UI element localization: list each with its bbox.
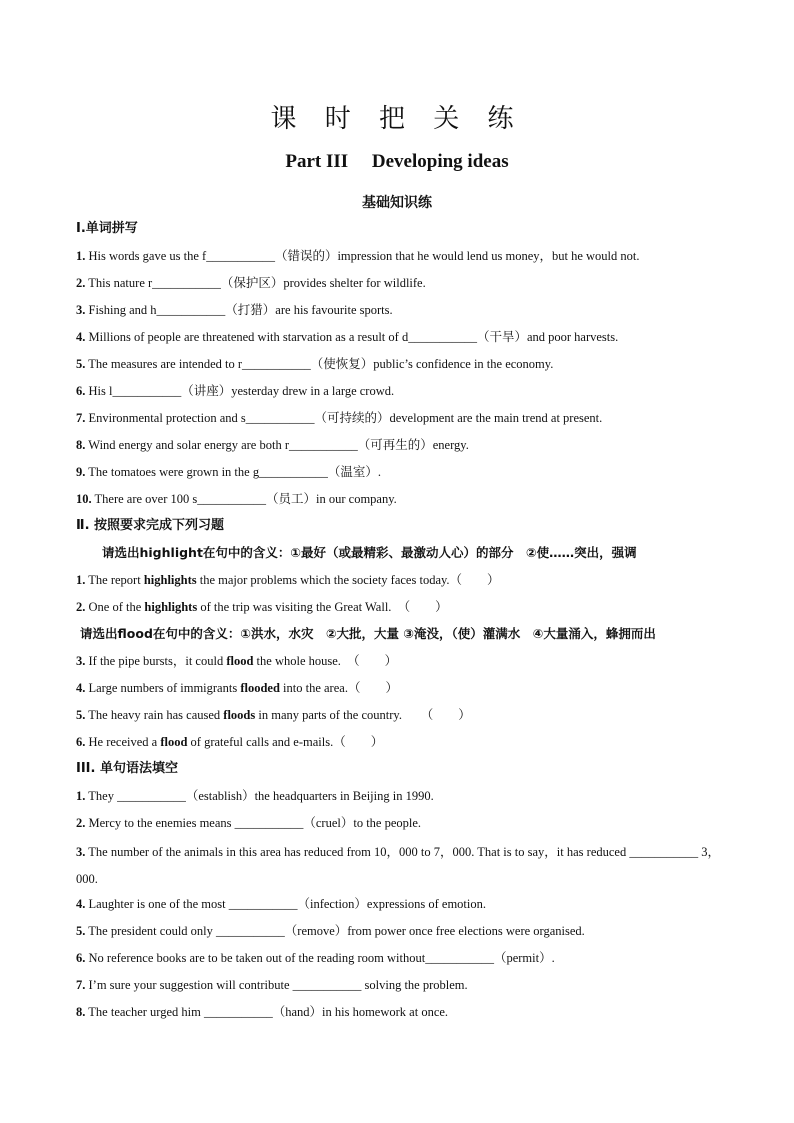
list-item: 10. There are over 100 s___________（员工）in our company. <box>76 492 397 506</box>
list-item: 9. The tomatoes were grown in the g___________（温室）. <box>76 465 381 479</box>
list-item: 6. He received a flood of grateful calls and e-mails.（ ） <box>76 735 384 749</box>
list-item: 5. The president could only ___________（remove）from power once free elections were organised. <box>76 924 585 938</box>
part3-heading: III. 单句语法填空 <box>76 761 178 776</box>
instruction-highlight: 请选出highlight在句中的含义：①最好（或最精彩、最激动人心）的部分 ②使……突出，强调 <box>102 545 637 560</box>
instruction-flood: 请选出flood在句中的含义：①洪水，水灾 ②大批，大量 ③淹没，（使）灌满水 ④大量涌入，蜂拥而出 <box>80 626 656 641</box>
list-item: 3. The number of the animals in this area has reduced from 10，000 to 7，000. That is to say，it has reduced ___________ 3，000. <box>76 845 720 886</box>
list-item: 1. His words gave us the f___________（错误的）impression that he would lend us money，but he would not. <box>76 249 640 263</box>
list-item: 4. Laughter is one of the most ___________（infection）expressions of emotion. <box>76 897 487 911</box>
list-item: 2. One of the highlights of the trip was visiting the Great Wall. （ ） <box>76 600 448 614</box>
list-item: 6. No reference books are to be taken out of the reading room without___________（permit）. <box>76 951 555 965</box>
list-item: 8. The teacher urged him ___________（hand）in his homework at once. <box>76 1005 449 1019</box>
list-item: 3. Fishing and h___________（打猎）are his favourite sports. <box>76 303 393 317</box>
page-title: 课 时 把 关 练 <box>270 104 524 134</box>
part2-heading: Ⅱ. 按照要求完成下列习题 <box>76 518 225 533</box>
list-item: 5. The heavy rain has caused floods in many parts of the country. （ ） <box>76 708 471 722</box>
list-item: 2. This nature r___________（保护区）provides shelter for wildlife. <box>76 276 426 290</box>
section-label: 基础知识练 <box>362 195 432 211</box>
page-subtitle: Part III Developing ideas <box>285 151 509 172</box>
list-item: 2. Mercy to the enemies means ___________（cruel）to the people. <box>76 816 422 830</box>
list-item: 1. They ___________（establish）the headquarters in Beijing in 1990. <box>76 789 434 803</box>
list-item: 3. If the pipe bursts，it could flood the whole house. （ ） <box>76 654 398 668</box>
list-item: 5. The measures are intended to r___________（使恢复）public’s confidence in the economy. <box>76 357 554 371</box>
list-item: 4. Large numbers of immigrants flooded into the area.（ ） <box>76 681 398 695</box>
list-item: 7. Environmental protection and s___________（可持续的）development are the main trend at present. <box>76 411 603 425</box>
list-item: 7. I’m sure your suggestion will contribute ___________ solving the problem. <box>76 978 468 992</box>
worksheet-content <box>76 218 720 1028</box>
list-item: 8. Wind energy and solar energy are both r___________（可再生的）energy. <box>76 438 469 452</box>
list-item: 4. Millions of people are threatened with starvation as a result of d___________（干旱）and poor harvests. <box>76 330 619 344</box>
list-item: 1. The report highlights the major problems which the society faces today.（ ） <box>76 573 500 587</box>
list-item: 6. His l___________（讲座）yesterday drew in a large crowd. <box>76 384 395 398</box>
part1-heading: Ⅰ.单词拼写 <box>76 221 138 236</box>
